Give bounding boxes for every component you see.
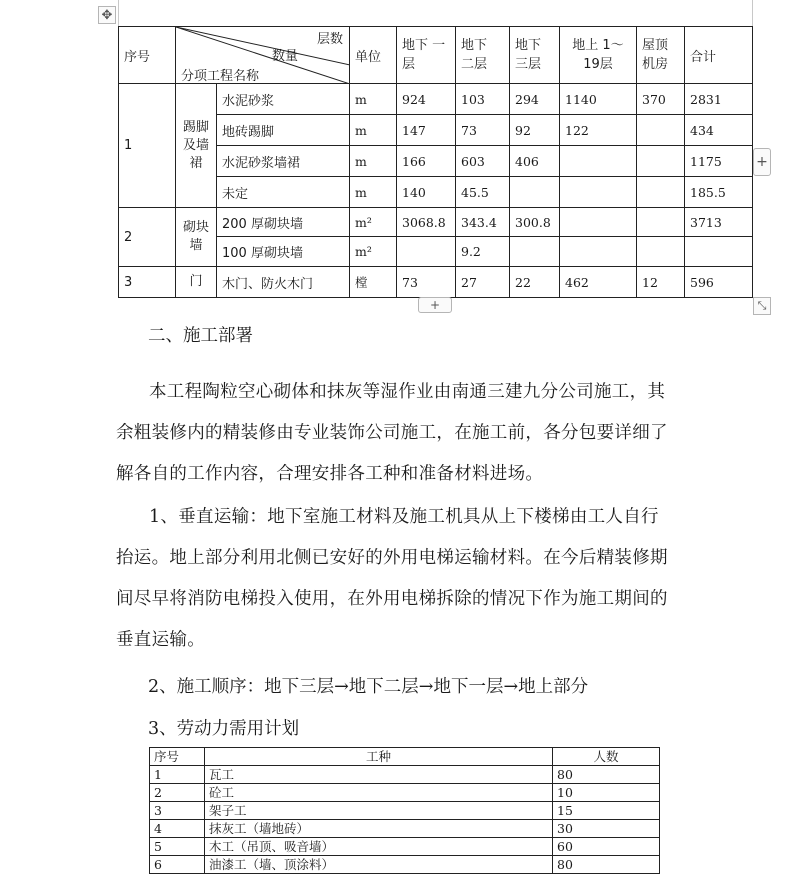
table-row [119, 208, 753, 237]
labor-cell-count: 60 [553, 838, 660, 856]
cell-b1: 924 [397, 84, 456, 115]
cell-unit: m² [350, 237, 397, 267]
labor-cell-trade: 抹灰工（墙地砖） [205, 820, 553, 838]
cell-above [560, 237, 637, 267]
cell-b1: 147 [397, 115, 456, 146]
group-category: 门 [176, 267, 217, 298]
cell-roof [637, 146, 685, 177]
cell-total: 2831 [685, 84, 753, 115]
cell-b1: 3068.8 [397, 208, 456, 237]
quantity-table [118, 26, 753, 298]
cell-total: 596 [685, 267, 753, 298]
header-seq: 序号 [119, 27, 176, 84]
cell-b3: 406 [510, 146, 560, 177]
cell-unit: m [350, 84, 397, 115]
cell-above: 462 [560, 267, 637, 298]
group-seq: 2 [119, 208, 176, 267]
cell-b3: 22 [510, 267, 560, 298]
cell-b2: 343.4 [456, 208, 510, 237]
cell-b2: 27 [456, 267, 510, 298]
cell-above: 1140 [560, 84, 637, 115]
labor-table-row [150, 856, 660, 874]
labor-header-seq: 序号 [150, 748, 205, 766]
cell-b3 [510, 237, 560, 267]
cell-roof [637, 208, 685, 237]
table-row [119, 84, 753, 115]
labor-table-row [150, 802, 660, 820]
labor-table-row [150, 820, 660, 838]
cell-roof [637, 177, 685, 208]
cell-total: 185.5 [685, 177, 753, 208]
cell-b2: 45.5 [456, 177, 510, 208]
header-above-ground: 地上 1～19层 [560, 27, 637, 84]
header-roof: 屋顶 机房 [637, 27, 685, 84]
cell-b1: 140 [397, 177, 456, 208]
header-b1: 地下 一层 [397, 27, 456, 84]
labor-cell-trade: 瓦工 [205, 766, 553, 784]
cell-b3: 300.8 [510, 208, 560, 237]
cell-unit: m [350, 115, 397, 146]
labor-table-row [150, 838, 660, 856]
header-item-name-label: 分项工程名称 [181, 69, 260, 84]
paragraph-division-of-work: 本工程陶粒空心砌体和抹灰等湿作业由南通三建九分公司施工，其余粗装修内的精装修由专业装饰公司施工，在施工前，各分包要详细了解各自的工作内容，合理安排各工种和准备材料进场。 [116, 382, 668, 484]
labor-cell-count: 10 [553, 784, 660, 802]
labor-cell-seq: 3 [150, 802, 205, 820]
labor-cell-seq: 2 [150, 784, 205, 802]
group-seq: 3 [119, 267, 176, 298]
cell-name: 200 厚砌块墙 [217, 208, 350, 237]
cell-total: 3713 [685, 208, 753, 237]
labor-table-row [150, 766, 660, 784]
cell-name: 水泥砂浆墙裙 [217, 146, 350, 177]
labor-cell-count: 15 [553, 802, 660, 820]
cell-b1 [397, 237, 456, 267]
cell-roof [637, 237, 685, 267]
cell-b2: 73 [456, 115, 510, 146]
header-floors-label: 层数 [316, 32, 343, 47]
cell-name: 水泥砂浆 [217, 84, 350, 115]
labor-cell-count: 80 [553, 856, 660, 874]
diagonal-header-cell [176, 27, 350, 84]
add-column-plus-icon[interactable]: + [753, 148, 771, 176]
paragraph-construction-sequence: 2、施工顺序：地下三层→地下二层→地下一层→地上部分 [148, 677, 589, 697]
labor-cell-count: 30 [553, 820, 660, 838]
cell-b2: 103 [456, 84, 510, 115]
labor-table-header [150, 748, 660, 766]
labor-header-count: 人数 [553, 748, 660, 766]
labor-cell-trade: 架子工 [205, 802, 553, 820]
cell-unit: 樘 [350, 267, 397, 298]
cell-b2: 9.2 [456, 237, 510, 267]
page-margin-line-left [118, 0, 119, 26]
table-header-row [119, 27, 753, 84]
cell-roof: 370 [637, 84, 685, 115]
header-quantity-label: 数量 [272, 49, 299, 64]
cell-total: 1175 [685, 146, 753, 177]
cell-name: 地砖踢脚 [217, 115, 350, 146]
cell-b1: 73 [397, 267, 456, 298]
cell-above [560, 146, 637, 177]
cell-total [685, 237, 753, 267]
cell-b3: 92 [510, 115, 560, 146]
cell-b3: 294 [510, 84, 560, 115]
table-resize-icon[interactable]: ⤡ [753, 297, 771, 315]
cell-b1: 166 [397, 146, 456, 177]
paragraph-labor-plan-heading: 3、劳动力需用计划 [148, 719, 300, 739]
labor-cell-seq: 5 [150, 838, 205, 856]
table-move-icon[interactable]: ✥ [98, 6, 116, 24]
cell-roof [637, 115, 685, 146]
header-total: 合计 [685, 27, 753, 84]
cell-name: 未定 [217, 177, 350, 208]
group-seq: 1 [119, 84, 176, 208]
labor-table-row [150, 784, 660, 802]
section-heading: 二、施工部署 [148, 326, 253, 346]
labor-cell-trade: 油漆工（墙、顶涂料） [205, 856, 553, 874]
cell-above [560, 208, 637, 237]
cell-name: 木门、防火木门 [217, 267, 350, 298]
header-b3: 地下 三层 [510, 27, 560, 84]
labor-cell-seq: 4 [150, 820, 205, 838]
header-b2: 地下 二层 [456, 27, 510, 84]
cell-unit: m² [350, 208, 397, 237]
paragraph-vertical-transport: 1、垂直运输：地下室施工材料及施工机具从上下楼梯由工人自行抬运。地上部分利用北侧已安好的外用电梯运输材料。在今后精装修期间尽早将消防电梯投入使用，在外用电梯拆除的情况下作为施工期间的垂直运输。 [116, 507, 668, 650]
cell-name: 100 厚砌块墙 [217, 237, 350, 267]
labor-cell-count: 80 [553, 766, 660, 784]
cell-roof: 12 [637, 267, 685, 298]
table-row [119, 267, 753, 298]
labor-plan-table [149, 747, 660, 874]
labor-header-trade: 工种 [205, 748, 553, 766]
labor-cell-trade: 木工（吊顶、吸音墙） [205, 838, 553, 856]
page-margin-line-right [752, 0, 753, 26]
cell-unit: m [350, 146, 397, 177]
cell-above: 122 [560, 115, 637, 146]
labor-cell-seq: 6 [150, 856, 205, 874]
cell-unit: m [350, 177, 397, 208]
add-row-plus-icon[interactable]: + [418, 297, 452, 313]
group-category: 踢脚及墙裙 [176, 84, 217, 208]
header-unit: 单位 [350, 27, 397, 84]
cell-total: 434 [685, 115, 753, 146]
group-category: 砌块墙 [176, 208, 217, 267]
cell-above [560, 177, 637, 208]
labor-cell-seq: 1 [150, 766, 205, 784]
cell-b3 [510, 177, 560, 208]
labor-cell-trade: 砼工 [205, 784, 553, 802]
cell-b2: 603 [456, 146, 510, 177]
